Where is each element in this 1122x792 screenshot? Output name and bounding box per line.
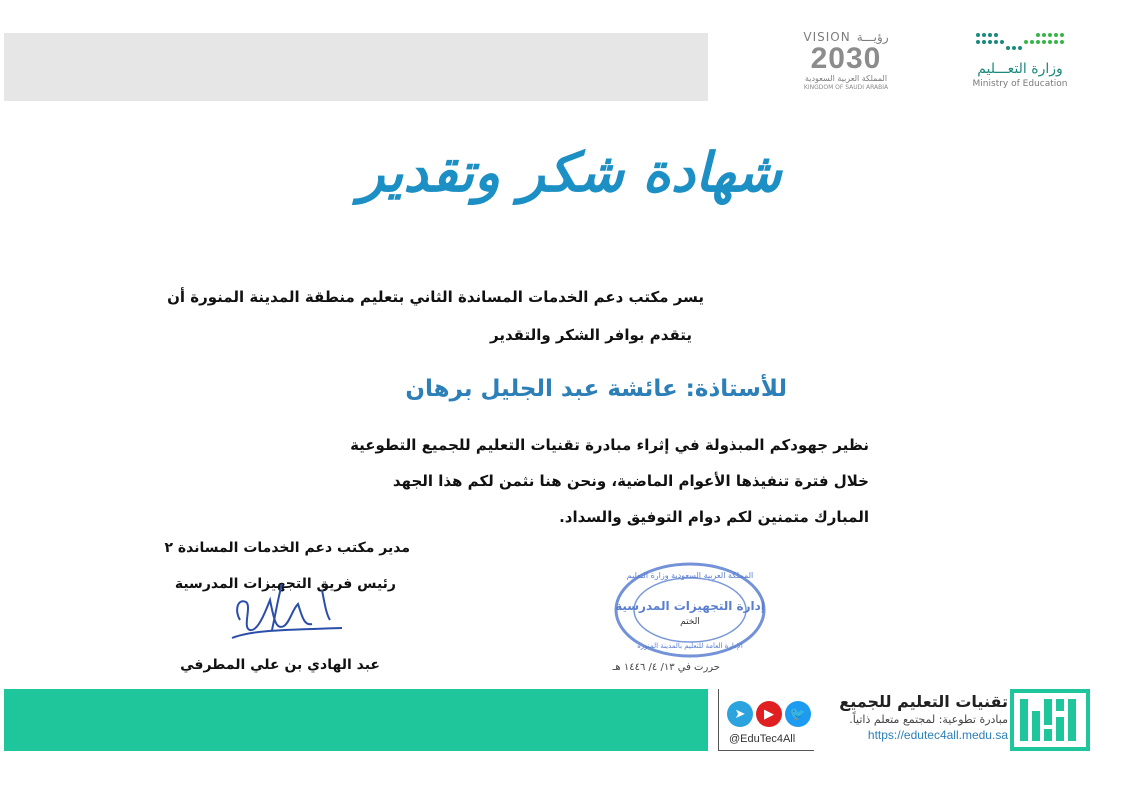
certificate-title-text: شهادة شكر وتقدير: [358, 140, 782, 204]
body-paragraph-line-2: خلال فترة تنفيذها الأعوام الماضية، ونحن هنا نثمن لكم هذا الجهد: [392, 472, 869, 490]
ministry-name-ar: وزارة التعـــليم: [977, 61, 1063, 77]
signer-title-2: رئيس فريق التجهيزات المدرسية: [174, 576, 396, 592]
vision-country-ar: المملكة العربية السعودية: [804, 74, 888, 83]
vision-country-en: KINGDOM OF SAUDI ARABIA: [803, 84, 889, 91]
social-links: [718, 689, 814, 751]
brand-url-link[interactable]: https://edutec4all.medu.sa: [867, 728, 1008, 742]
header-bar: [4, 33, 708, 101]
telegram-icon[interactable]: ➤: [727, 701, 753, 727]
social-handle[interactable]: @EduTec4All: [729, 733, 796, 745]
stamp-label: الختم: [680, 617, 700, 627]
vision-year: 2030: [810, 42, 882, 75]
brand-name: تقنيات التعليم للجميع: [839, 692, 1008, 711]
vision-en-label: VISION: [803, 30, 851, 44]
official-stamp-icon: [612, 560, 767, 660]
twitter-icon[interactable]: 🐦: [785, 701, 811, 727]
intro-line-1: يسر مكتب دعم الخدمات المساندة الثاني بتعليم منطقة المدينة المنورة أن: [167, 288, 704, 306]
moe-dots-icon: [974, 30, 1066, 58]
initiative-brand: [818, 689, 1008, 751]
intro-line-2: يتقدم بوافر الشكر والتقدير: [490, 326, 692, 344]
recipient-name: للأستاذة: عائشة عبد الجليل برهان: [405, 376, 787, 402]
signer-name: عبد الهادي بن علي المطرفي: [180, 657, 380, 673]
stamp-top-text: المملكة العربية السعودية وزارة التعليم: [626, 571, 754, 580]
handwritten-signature-icon: [212, 580, 352, 650]
vision-ar-label: رؤيـــة: [856, 30, 889, 44]
edutec-logo-icon: [1010, 689, 1090, 751]
vision-2030-logo: [790, 30, 902, 104]
youtube-icon[interactable]: ▶: [756, 701, 782, 727]
issue-date: حررت في ١٣/ ٤/ ١٤٤٦ هـ: [612, 662, 720, 673]
signer-title-1: مدير مكتب دعم الخدمات المساندة ٢: [164, 540, 410, 556]
footer-bar: [4, 689, 708, 751]
ministry-of-education-logo: [950, 30, 1090, 104]
brand-tagline: مبادرة تطوعية: لمجتمع متعلم ذاتياً.: [849, 713, 1008, 726]
certificate-title: [330, 122, 810, 242]
ministry-name-en: Ministry of Education: [972, 79, 1068, 89]
stamp-bottom-text: الإدارة العامة للتعليم بالمدينة المنورة: [637, 642, 743, 650]
stamp-center-text: إدارة التجهيزات المدرسية: [615, 599, 765, 613]
body-paragraph-line-1: نظير جهودكم المبذولة في إثراء مبادرة تقنيات التعليم للجميع التطوعية: [350, 436, 869, 454]
body-paragraph-line-3: المبارك متمنين لكم دوام التوفيق والسداد.: [559, 508, 869, 526]
